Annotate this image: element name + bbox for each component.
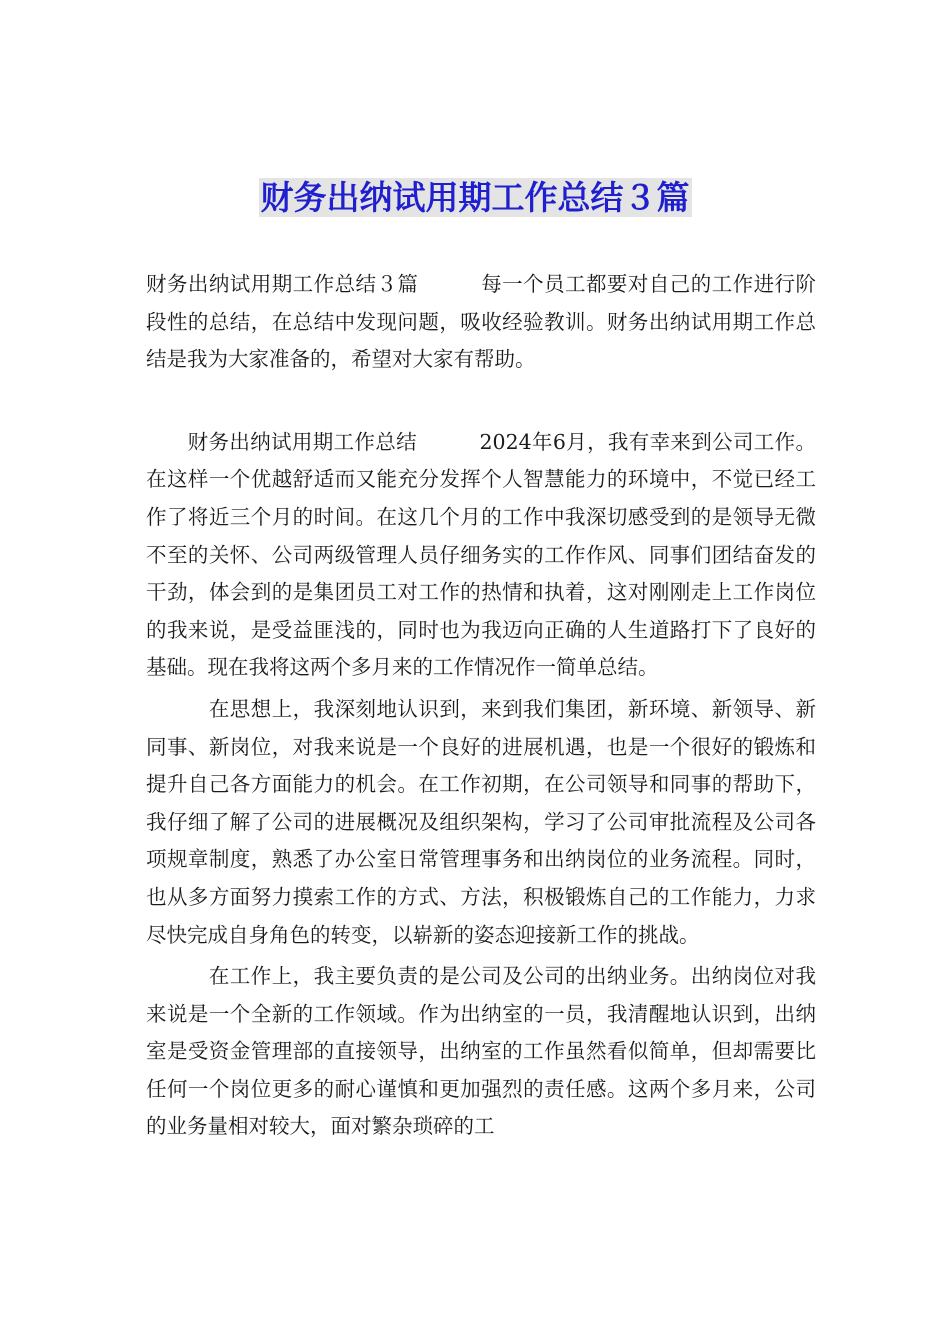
paragraph-overview: 财务出纳试用期工作总结 2024年6月，我有幸来到公司工作。在这样一个优越舒适而又能充分发挥个人智慧能力的环境中，不觉已经工作了将近三个月的时间。在这几个月的工作中我深切感受到的是领导无微不至的关怀、公司两级管理人员仔细务实的工作作风、同事们团结奋发的干劲，体会到的是集团员工对工作的热情和执着，这对刚刚走上工作岗位的我来说，是受益匪浅的，同时也为我迈向正确的人生道路打下了良好的基础。现在我将这两个多月来的工作情况作一简单总结。 [146,429,816,680]
paragraph-thinking: 在思想上，我深刻地认识到，来到我们集团，新环境、新领导、新同事、新岗位，对我来说是一个良好的进展机遇，也是一个很好的锻炼和提升自己各方面能力的机会。在工作初期，在公司领导和同事的帮助下，我仔细了解了公司的进展概况及组织架构，学习了公司审批流程及公司各项规章制度，熟悉了办公室日常管理事务和出纳岗位的业务流程。同时，也从多方面努力摸索工作的方式、方法，积极锻炼自己的工作能力，力求尽快完成自身角色的转变，以崭新的姿态迎接新工作的挑战。 [146,696,816,947]
document-body [146,266,816,1146]
paragraph-spacer [146,379,816,424]
document-title [0,172,950,224]
paragraph-intro: 财务出纳试用期工作总结３篇 每一个员工都要对自己的工作进行阶段性的总结，在总结中发现问题，吸收经验教训。财务出纳试用期工作总结是我为大家准备的，希望对大家有帮助。 [146,272,816,372]
document-title-text: 财务出纳试用期工作总结３篇 [260,178,690,217]
paragraph-work: 在工作上，我主要负责的是公司及公司的出纳业务。出纳岗位对我来说是一个全新的工作领域。作为出纳室的一员，我清醒地认识到，出纳室是受资金管理部的直接领导，出纳室的工作虽然看似简单，但却需要比任何一个岗位更多的耐心谨慎和更加强烈的责任感。这两个多月来，公司的业务量相对较大，面对繁杂琐碎的工 [146,964,816,1139]
